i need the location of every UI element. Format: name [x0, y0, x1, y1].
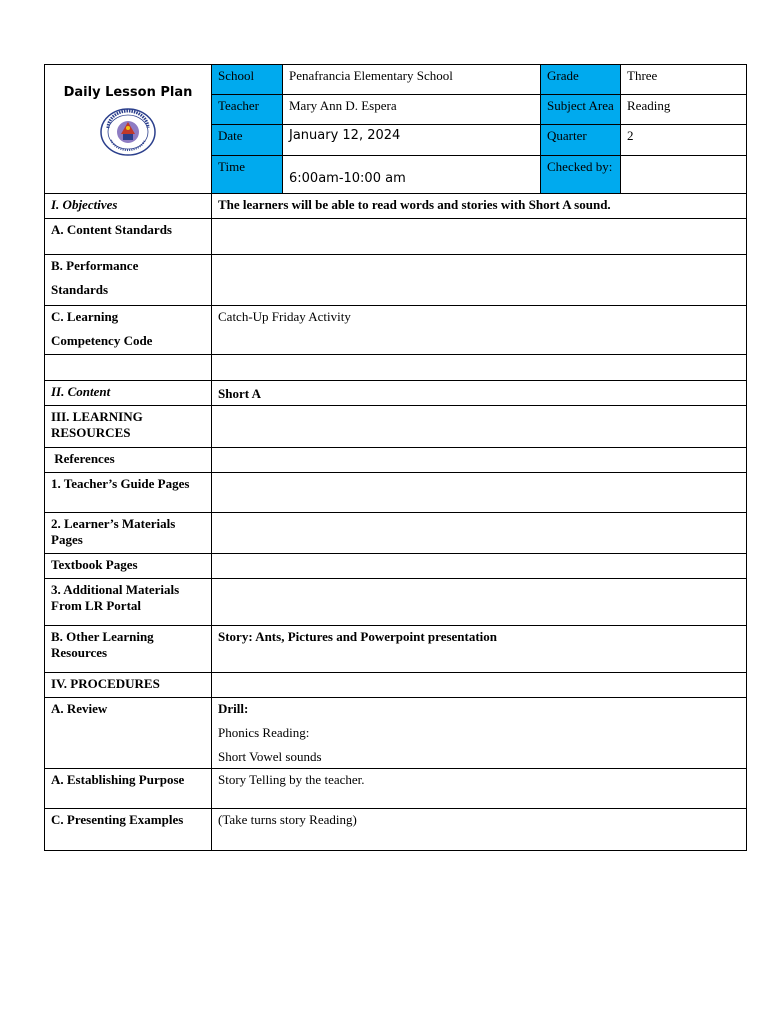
presenting-examples-value: (Take turns story Reading)	[212, 809, 747, 851]
deped-seal-logo	[99, 107, 157, 157]
learning-resources-label: III. LEARNING RESOURCES	[45, 406, 212, 448]
teacher-label: Teacher	[212, 95, 283, 125]
teachers-guide-label: 1. Teacher’s Guide Pages	[45, 473, 212, 513]
review-value	[212, 698, 747, 769]
teacher-value: Mary Ann D. Espera	[283, 95, 541, 125]
teachers-guide-value	[212, 473, 747, 513]
establishing-purpose-label: A. Establishing Purpose	[45, 769, 212, 809]
learners-materials-label: 2. Learner’s Materials Pages	[45, 513, 212, 554]
lesson-plan-table	[44, 64, 747, 851]
competency-label-line2: Competency Code	[51, 333, 153, 348]
time-value: 6:00am-10:00 am	[283, 156, 541, 194]
competency-code-label	[45, 306, 212, 355]
content-label: II. Content	[45, 381, 212, 406]
content-standards-value	[212, 219, 747, 255]
competency-code-value: Catch-Up Friday Activity	[212, 306, 747, 355]
learning-resources-value	[212, 406, 747, 448]
additional-materials-label: 3. Additional Materials From LR Portal	[45, 579, 212, 626]
competency-label-line1: C. Learning	[51, 309, 119, 324]
subject-area-label: Subject Area	[541, 95, 621, 125]
grade-label: Grade	[541, 65, 621, 95]
other-resources-label: B. Other Learning Resources	[45, 626, 212, 673]
page-title: Daily Lesson Plan	[63, 85, 193, 100]
other-resources-value: Story: Ants, Pictures and Powerpoint presentation	[212, 626, 747, 673]
performance-label-line1: B. Performance	[51, 258, 139, 273]
date-value: January 12, 2024	[283, 125, 541, 156]
procedures-value	[212, 673, 747, 698]
subject-area-value: Reading	[621, 95, 747, 125]
checked-by-value	[621, 156, 747, 194]
quarter-label: Quarter	[541, 125, 621, 156]
textbook-pages-label: Textbook Pages	[45, 554, 212, 579]
review-label: A. Review	[45, 698, 212, 769]
review-drill: Drill:	[218, 701, 249, 716]
header-title-cell	[45, 65, 212, 194]
presenting-examples-label: C. Presenting Examples	[45, 809, 212, 851]
grade-value: Three	[621, 65, 747, 95]
quarter-value: 2	[621, 125, 747, 156]
procedures-label: IV. PROCEDURES	[45, 673, 212, 698]
school-value: Penafrancia Elementary School	[283, 65, 541, 95]
objectives-value: The learners will be able to read words and stories with Short A sound.	[212, 194, 747, 219]
review-short-vowel: Short Vowel sounds	[218, 749, 322, 764]
establishing-purpose-value: Story Telling by the teacher.	[212, 769, 747, 809]
learners-materials-value	[212, 513, 747, 554]
textbook-pages-value	[212, 554, 747, 579]
performance-label-line2: Standards	[51, 282, 109, 297]
time-label: Time	[212, 156, 283, 194]
blank-row-label	[45, 355, 212, 381]
content-value: Short A	[212, 381, 747, 406]
additional-materials-value	[212, 579, 747, 626]
school-label: School	[212, 65, 283, 95]
checked-by-label: Checked by:	[541, 156, 621, 194]
content-standards-label: A. Content Standards	[45, 219, 212, 255]
date-label: Date	[212, 125, 283, 156]
performance-standards-value	[212, 255, 747, 306]
references-label: References	[45, 448, 212, 473]
references-value	[212, 448, 747, 473]
review-phonics: Phonics Reading:	[218, 725, 310, 740]
blank-row-value	[212, 355, 747, 381]
performance-standards-label	[45, 255, 212, 306]
objectives-label: I. Objectives	[45, 194, 212, 219]
